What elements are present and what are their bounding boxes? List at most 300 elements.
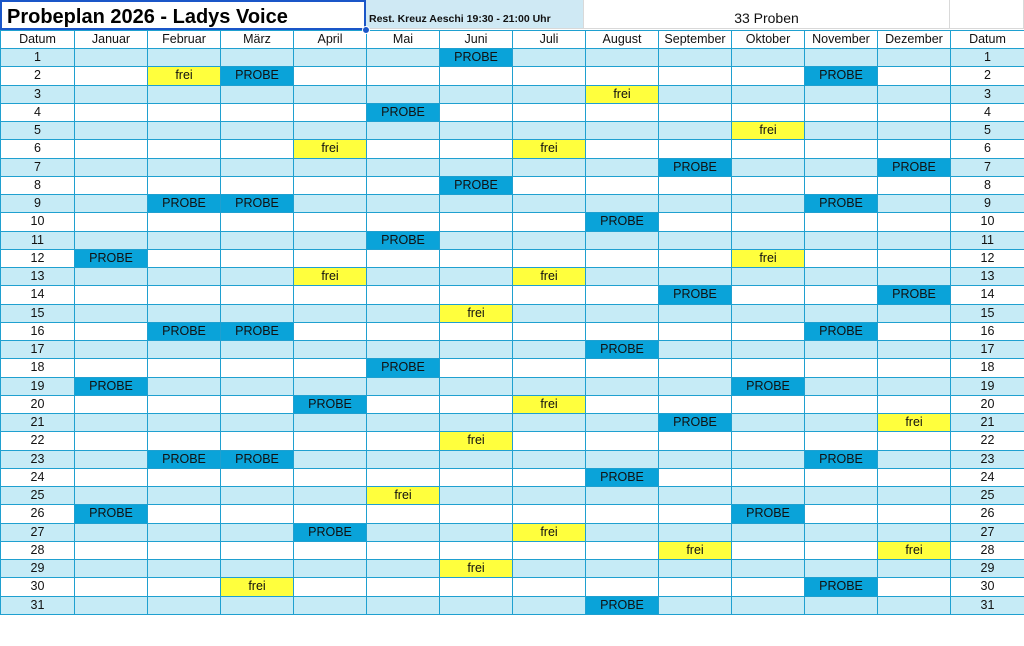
probe-cell[interactable]: PROBE	[221, 195, 294, 213]
day-cell[interactable]: 8	[1, 176, 75, 194]
day-cell[interactable]: 7	[951, 158, 1024, 176]
day-cell[interactable]: 12	[1, 249, 75, 267]
probe-cell[interactable]: PROBE	[659, 414, 732, 432]
empty-cell[interactable]	[367, 322, 440, 340]
datum-header[interactable]: Datum	[1, 31, 75, 49]
empty-cell[interactable]	[878, 85, 951, 103]
probe-cell[interactable]: PROBE	[440, 176, 513, 194]
empty-cell[interactable]	[659, 85, 732, 103]
empty-cell[interactable]	[805, 541, 878, 559]
empty-cell[interactable]	[221, 49, 294, 67]
day-cell[interactable]: 30	[1, 578, 75, 596]
empty-cell[interactable]	[732, 468, 805, 486]
day-cell[interactable]: 17	[951, 341, 1024, 359]
empty-cell[interactable]	[440, 195, 513, 213]
empty-cell[interactable]	[294, 49, 367, 67]
empty-cell[interactable]	[75, 268, 148, 286]
empty-cell[interactable]	[75, 395, 148, 413]
empty-cell[interactable]	[732, 432, 805, 450]
empty-cell[interactable]	[148, 560, 221, 578]
empty-cell[interactable]	[367, 304, 440, 322]
empty-cell[interactable]	[805, 523, 878, 541]
probe-cell[interactable]: PROBE	[732, 377, 805, 395]
empty-cell[interactable]	[513, 560, 586, 578]
day-cell[interactable]: 25	[951, 487, 1024, 505]
empty-cell[interactable]	[294, 359, 367, 377]
empty-cell[interactable]	[878, 103, 951, 121]
empty-cell[interactable]	[805, 140, 878, 158]
empty-cell[interactable]	[75, 596, 148, 614]
day-cell[interactable]: 11	[1, 231, 75, 249]
empty-cell[interactable]	[878, 450, 951, 468]
day-cell[interactable]: 28	[951, 541, 1024, 559]
empty-cell[interactable]	[294, 249, 367, 267]
empty-cell[interactable]	[294, 505, 367, 523]
empty-cell[interactable]	[586, 560, 659, 578]
empty-cell[interactable]	[732, 450, 805, 468]
empty-cell[interactable]	[440, 450, 513, 468]
empty-cell[interactable]	[367, 541, 440, 559]
day-cell[interactable]: 25	[1, 487, 75, 505]
empty-cell[interactable]	[221, 268, 294, 286]
empty-cell[interactable]	[659, 140, 732, 158]
empty-cell[interactable]	[805, 395, 878, 413]
empty-cell[interactable]	[659, 505, 732, 523]
empty-cell[interactable]	[732, 523, 805, 541]
probe-cell[interactable]: PROBE	[805, 195, 878, 213]
empty-cell[interactable]	[586, 395, 659, 413]
empty-cell[interactable]	[513, 596, 586, 614]
empty-cell[interactable]	[75, 450, 148, 468]
empty-cell[interactable]	[294, 560, 367, 578]
day-cell[interactable]: 2	[1, 67, 75, 85]
empty-cell[interactable]	[805, 176, 878, 194]
empty-cell[interactable]	[878, 140, 951, 158]
month-header[interactable]: Dezember	[878, 31, 951, 49]
empty-cell[interactable]	[148, 596, 221, 614]
sheet-title-cell[interactable]: Probeplan 2026 - Ladys Voice	[0, 0, 366, 30]
empty-cell[interactable]	[586, 67, 659, 85]
empty-cell[interactable]	[878, 49, 951, 67]
empty-cell[interactable]	[732, 395, 805, 413]
empty-cell[interactable]	[732, 213, 805, 231]
empty-cell[interactable]	[878, 523, 951, 541]
month-header[interactable]: August	[586, 31, 659, 49]
day-cell[interactable]: 9	[951, 195, 1024, 213]
empty-cell[interactable]	[513, 541, 586, 559]
empty-cell[interactable]	[294, 85, 367, 103]
empty-cell[interactable]	[878, 122, 951, 140]
day-cell[interactable]: 15	[951, 304, 1024, 322]
probe-cell[interactable]: PROBE	[878, 158, 951, 176]
empty-cell[interactable]	[659, 468, 732, 486]
empty-cell[interactable]	[367, 596, 440, 614]
probe-cell[interactable]: PROBE	[732, 505, 805, 523]
empty-cell[interactable]	[221, 395, 294, 413]
empty-cell[interactable]	[878, 176, 951, 194]
empty-cell[interactable]	[878, 359, 951, 377]
day-cell[interactable]: 14	[1, 286, 75, 304]
empty-cell[interactable]	[148, 231, 221, 249]
empty-cell[interactable]	[586, 158, 659, 176]
empty-cell[interactable]	[513, 304, 586, 322]
empty-cell[interactable]	[294, 487, 367, 505]
empty-cell[interactable]	[294, 432, 367, 450]
empty-cell[interactable]	[586, 49, 659, 67]
empty-cell[interactable]	[440, 468, 513, 486]
day-cell[interactable]: 27	[1, 523, 75, 541]
empty-cell[interactable]	[221, 286, 294, 304]
empty-cell[interactable]	[513, 158, 586, 176]
empty-cell[interactable]	[148, 286, 221, 304]
empty-cell[interactable]	[513, 341, 586, 359]
empty-cell[interactable]	[75, 213, 148, 231]
empty-cell[interactable]	[659, 67, 732, 85]
empty-cell[interactable]	[878, 341, 951, 359]
empty-cell[interactable]	[586, 487, 659, 505]
empty-cell[interactable]	[732, 140, 805, 158]
empty-cell[interactable]	[75, 140, 148, 158]
day-cell[interactable]: 16	[951, 322, 1024, 340]
empty-cell[interactable]	[440, 414, 513, 432]
empty-cell[interactable]	[221, 359, 294, 377]
empty-cell[interactable]	[221, 596, 294, 614]
empty-cell[interactable]	[878, 560, 951, 578]
empty-cell[interactable]	[878, 377, 951, 395]
empty-cell[interactable]	[586, 359, 659, 377]
empty-cell[interactable]	[805, 377, 878, 395]
rehearsal-count-cell[interactable]: 33 Proben	[584, 0, 950, 29]
empty-cell[interactable]	[440, 158, 513, 176]
empty-cell[interactable]	[732, 286, 805, 304]
empty-cell[interactable]	[440, 67, 513, 85]
empty-cell[interactable]	[440, 505, 513, 523]
empty-cell[interactable]	[586, 414, 659, 432]
empty-cell[interactable]	[367, 268, 440, 286]
day-cell[interactable]: 14	[951, 286, 1024, 304]
frei-cell[interactable]: frei	[148, 67, 221, 85]
empty-cell[interactable]	[367, 67, 440, 85]
frei-cell[interactable]: frei	[221, 578, 294, 596]
empty-cell[interactable]	[513, 414, 586, 432]
empty-cell[interactable]	[513, 468, 586, 486]
empty-cell[interactable]	[586, 304, 659, 322]
day-cell[interactable]: 31	[1, 596, 75, 614]
empty-cell[interactable]	[659, 395, 732, 413]
day-cell[interactable]: 4	[1, 103, 75, 121]
empty-cell[interactable]	[148, 395, 221, 413]
empty-cell[interactable]	[367, 140, 440, 158]
empty-cell[interactable]	[659, 176, 732, 194]
day-cell[interactable]: 23	[1, 450, 75, 468]
empty-cell[interactable]	[586, 377, 659, 395]
empty-cell[interactable]	[75, 468, 148, 486]
day-cell[interactable]: 13	[1, 268, 75, 286]
day-cell[interactable]: 28	[1, 541, 75, 559]
empty-cell[interactable]	[221, 85, 294, 103]
empty-cell[interactable]	[221, 487, 294, 505]
empty-cell[interactable]	[367, 578, 440, 596]
empty-cell[interactable]	[367, 249, 440, 267]
probe-cell[interactable]: PROBE	[221, 322, 294, 340]
empty-cell[interactable]	[950, 0, 1024, 29]
empty-cell[interactable]	[732, 176, 805, 194]
empty-cell[interactable]	[513, 359, 586, 377]
day-cell[interactable]: 29	[951, 560, 1024, 578]
probe-cell[interactable]: PROBE	[75, 505, 148, 523]
empty-cell[interactable]	[221, 541, 294, 559]
empty-cell[interactable]	[805, 268, 878, 286]
empty-cell[interactable]	[221, 505, 294, 523]
empty-cell[interactable]	[659, 578, 732, 596]
empty-cell[interactable]	[659, 523, 732, 541]
empty-cell[interactable]	[440, 377, 513, 395]
probe-cell[interactable]: PROBE	[221, 67, 294, 85]
day-cell[interactable]: 17	[1, 341, 75, 359]
empty-cell[interactable]	[732, 158, 805, 176]
empty-cell[interactable]	[294, 304, 367, 322]
frei-cell[interactable]: frei	[878, 414, 951, 432]
day-cell[interactable]: 22	[951, 432, 1024, 450]
empty-cell[interactable]	[221, 304, 294, 322]
frei-cell[interactable]: frei	[513, 268, 586, 286]
empty-cell[interactable]	[367, 468, 440, 486]
empty-cell[interactable]	[513, 213, 586, 231]
empty-cell[interactable]	[732, 341, 805, 359]
empty-cell[interactable]	[221, 231, 294, 249]
probe-cell[interactable]: PROBE	[367, 231, 440, 249]
month-header[interactable]: September	[659, 31, 732, 49]
empty-cell[interactable]	[75, 158, 148, 176]
empty-cell[interactable]	[75, 85, 148, 103]
empty-cell[interactable]	[878, 195, 951, 213]
empty-cell[interactable]	[513, 85, 586, 103]
empty-cell[interactable]	[805, 249, 878, 267]
empty-cell[interactable]	[732, 578, 805, 596]
frei-cell[interactable]: frei	[878, 541, 951, 559]
month-header[interactable]: Juli	[513, 31, 586, 49]
probe-cell[interactable]: PROBE	[75, 249, 148, 267]
empty-cell[interactable]	[148, 341, 221, 359]
empty-cell[interactable]	[659, 450, 732, 468]
frei-cell[interactable]: frei	[513, 523, 586, 541]
empty-cell[interactable]	[586, 122, 659, 140]
empty-cell[interactable]	[659, 213, 732, 231]
empty-cell[interactable]	[586, 541, 659, 559]
empty-cell[interactable]	[732, 359, 805, 377]
frei-cell[interactable]: frei	[440, 560, 513, 578]
empty-cell[interactable]	[294, 450, 367, 468]
empty-cell[interactable]	[586, 523, 659, 541]
empty-cell[interactable]	[659, 359, 732, 377]
empty-cell[interactable]	[440, 322, 513, 340]
probe-cell[interactable]: PROBE	[148, 450, 221, 468]
month-header[interactable]: November	[805, 31, 878, 49]
empty-cell[interactable]	[75, 341, 148, 359]
month-header[interactable]: Juni	[440, 31, 513, 49]
empty-cell[interactable]	[878, 395, 951, 413]
empty-cell[interactable]	[805, 432, 878, 450]
month-header[interactable]: Januar	[75, 31, 148, 49]
empty-cell[interactable]	[586, 505, 659, 523]
empty-cell[interactable]	[148, 377, 221, 395]
day-cell[interactable]: 15	[1, 304, 75, 322]
empty-cell[interactable]	[513, 432, 586, 450]
empty-cell[interactable]	[659, 268, 732, 286]
frei-cell[interactable]: frei	[440, 432, 513, 450]
probe-cell[interactable]: PROBE	[367, 103, 440, 121]
selection-handle[interactable]	[362, 26, 370, 34]
day-cell[interactable]: 4	[951, 103, 1024, 121]
empty-cell[interactable]	[294, 158, 367, 176]
day-cell[interactable]: 3	[951, 85, 1024, 103]
empty-cell[interactable]	[294, 176, 367, 194]
day-cell[interactable]: 9	[1, 195, 75, 213]
empty-cell[interactable]	[586, 450, 659, 468]
day-cell[interactable]: 21	[1, 414, 75, 432]
day-cell[interactable]: 10	[951, 213, 1024, 231]
day-cell[interactable]: 23	[951, 450, 1024, 468]
empty-cell[interactable]	[367, 395, 440, 413]
empty-cell[interactable]	[732, 596, 805, 614]
empty-cell[interactable]	[586, 432, 659, 450]
frei-cell[interactable]: frei	[294, 140, 367, 158]
empty-cell[interactable]	[732, 49, 805, 67]
empty-cell[interactable]	[148, 49, 221, 67]
empty-cell[interactable]	[513, 377, 586, 395]
empty-cell[interactable]	[75, 231, 148, 249]
empty-cell[interactable]	[513, 286, 586, 304]
day-cell[interactable]: 26	[951, 505, 1024, 523]
empty-cell[interactable]	[586, 322, 659, 340]
empty-cell[interactable]	[148, 158, 221, 176]
empty-cell[interactable]	[75, 487, 148, 505]
probe-cell[interactable]: PROBE	[148, 195, 221, 213]
day-cell[interactable]: 20	[951, 395, 1024, 413]
empty-cell[interactable]	[440, 523, 513, 541]
empty-cell[interactable]	[294, 578, 367, 596]
empty-cell[interactable]	[732, 414, 805, 432]
empty-cell[interactable]	[440, 213, 513, 231]
empty-cell[interactable]	[805, 213, 878, 231]
empty-cell[interactable]	[659, 49, 732, 67]
month-header[interactable]: April	[294, 31, 367, 49]
day-cell[interactable]: 27	[951, 523, 1024, 541]
empty-cell[interactable]	[148, 468, 221, 486]
empty-cell[interactable]	[878, 596, 951, 614]
empty-cell[interactable]	[513, 450, 586, 468]
empty-cell[interactable]	[659, 122, 732, 140]
empty-cell[interactable]	[878, 249, 951, 267]
day-cell[interactable]: 8	[951, 176, 1024, 194]
empty-cell[interactable]	[805, 158, 878, 176]
empty-cell[interactable]	[732, 67, 805, 85]
empty-cell[interactable]	[367, 286, 440, 304]
empty-cell[interactable]	[878, 268, 951, 286]
empty-cell[interactable]	[75, 560, 148, 578]
month-header[interactable]: Mai	[367, 31, 440, 49]
empty-cell[interactable]	[513, 231, 586, 249]
empty-cell[interactable]	[659, 231, 732, 249]
empty-cell[interactable]	[75, 432, 148, 450]
day-cell[interactable]: 5	[951, 122, 1024, 140]
empty-cell[interactable]	[221, 523, 294, 541]
empty-cell[interactable]	[440, 541, 513, 559]
empty-cell[interactable]	[732, 103, 805, 121]
empty-cell[interactable]	[75, 304, 148, 322]
empty-cell[interactable]	[367, 122, 440, 140]
empty-cell[interactable]	[148, 103, 221, 121]
empty-cell[interactable]	[367, 158, 440, 176]
empty-cell[interactable]	[440, 268, 513, 286]
probe-cell[interactable]: PROBE	[440, 49, 513, 67]
empty-cell[interactable]	[294, 195, 367, 213]
datum-header[interactable]: Datum	[951, 31, 1024, 49]
empty-cell[interactable]	[221, 103, 294, 121]
empty-cell[interactable]	[75, 195, 148, 213]
empty-cell[interactable]	[221, 432, 294, 450]
empty-cell[interactable]	[659, 596, 732, 614]
empty-cell[interactable]	[75, 414, 148, 432]
empty-cell[interactable]	[805, 286, 878, 304]
day-cell[interactable]: 1	[1, 49, 75, 67]
empty-cell[interactable]	[513, 195, 586, 213]
probe-cell[interactable]: PROBE	[367, 359, 440, 377]
month-header[interactable]: Februar	[148, 31, 221, 49]
day-cell[interactable]: 19	[951, 377, 1024, 395]
empty-cell[interactable]	[367, 560, 440, 578]
empty-cell[interactable]	[732, 304, 805, 322]
empty-cell[interactable]	[75, 523, 148, 541]
day-cell[interactable]: 19	[1, 377, 75, 395]
empty-cell[interactable]	[148, 432, 221, 450]
empty-cell[interactable]	[75, 359, 148, 377]
probe-cell[interactable]: PROBE	[586, 341, 659, 359]
empty-cell[interactable]	[221, 140, 294, 158]
empty-cell[interactable]	[367, 523, 440, 541]
empty-cell[interactable]	[75, 49, 148, 67]
probe-cell[interactable]: PROBE	[148, 322, 221, 340]
empty-cell[interactable]	[659, 304, 732, 322]
probe-cell[interactable]: PROBE	[805, 322, 878, 340]
empty-cell[interactable]	[805, 103, 878, 121]
day-cell[interactable]: 2	[951, 67, 1024, 85]
empty-cell[interactable]	[440, 286, 513, 304]
probe-cell[interactable]: PROBE	[659, 158, 732, 176]
empty-cell[interactable]	[586, 231, 659, 249]
probe-cell[interactable]: PROBE	[878, 286, 951, 304]
venue-cell[interactable]: Rest. Kreuz Aeschi 19:30 - 21:00 Uhr	[366, 0, 584, 29]
empty-cell[interactable]	[805, 487, 878, 505]
month-header[interactable]: März	[221, 31, 294, 49]
day-cell[interactable]: 24	[951, 468, 1024, 486]
empty-cell[interactable]	[294, 541, 367, 559]
empty-cell[interactable]	[221, 249, 294, 267]
empty-cell[interactable]	[805, 505, 878, 523]
empty-cell[interactable]	[878, 322, 951, 340]
empty-cell[interactable]	[732, 231, 805, 249]
day-cell[interactable]: 6	[1, 140, 75, 158]
empty-cell[interactable]	[513, 103, 586, 121]
empty-cell[interactable]	[878, 578, 951, 596]
empty-cell[interactable]	[221, 377, 294, 395]
empty-cell[interactable]	[148, 359, 221, 377]
empty-cell[interactable]	[148, 85, 221, 103]
frei-cell[interactable]: frei	[586, 85, 659, 103]
empty-cell[interactable]	[294, 414, 367, 432]
empty-cell[interactable]	[148, 213, 221, 231]
day-cell[interactable]: 11	[951, 231, 1024, 249]
